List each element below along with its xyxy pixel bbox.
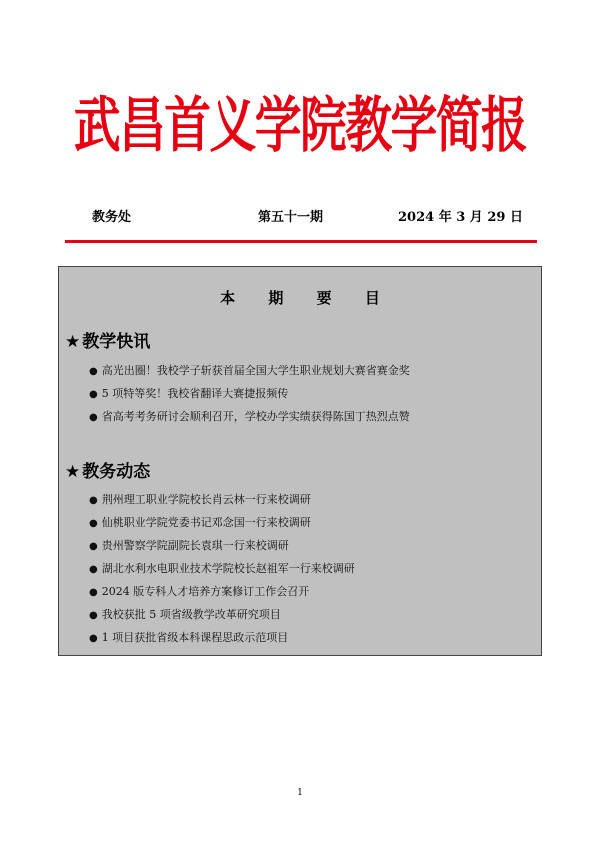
contents-title: 本 期 要 目 <box>220 289 394 307</box>
bullet-icon: ● <box>89 495 98 506</box>
list-item[interactable]: ● 1 项目获批省级本科课程思政示范项目 <box>89 626 355 649</box>
page-number: 1 <box>297 788 303 798</box>
bullet-icon: ● <box>89 366 98 377</box>
bullet-icon: ● <box>89 518 98 529</box>
bullet-icon: ● <box>89 610 98 621</box>
bullet-icon: ● <box>89 412 98 423</box>
contents-box <box>58 266 542 656</box>
list-item[interactable]: ● 2024 版专科人才培养方案修订工作会召开 <box>89 580 355 603</box>
teaching-news-list <box>89 359 410 428</box>
list-item[interactable]: ● 荆州理工职业学院校长肖云林一行来校调研 <box>89 488 355 511</box>
list-item[interactable]: ● 我校获批 5 项省级教学改革研究项目 <box>89 603 355 626</box>
list-item[interactable]: ● 贵州警察学院副院长袁琪一行来校调研 <box>89 534 355 557</box>
list-item[interactable]: ● 5 项特等奖！我校省翻译大赛捷报频传 <box>89 382 410 405</box>
list-item[interactable]: ● 仙桃职业学院党委书记邓念国一行来校调研 <box>89 511 355 534</box>
academic-affairs-list <box>89 488 355 649</box>
bullet-icon: ● <box>89 633 98 644</box>
star-icon: ★ <box>65 462 81 482</box>
bullet-icon: ● <box>89 564 98 575</box>
issuing-office: 教务处 <box>92 210 132 225</box>
bullet-icon: ● <box>89 587 98 598</box>
header-divider <box>65 240 537 243</box>
section-heading-teaching-news <box>65 327 150 352</box>
newsletter-masthead: 武昌首义学院教学简报 <box>73 91 527 161</box>
list-item[interactable]: ● 省高考考务研讨会顺利召开，学校办学实绩获得陈国丁热烈点赞 <box>89 405 410 428</box>
section-heading-label: 教务动态 <box>82 462 151 482</box>
bullet-icon: ● <box>89 389 98 400</box>
section-heading-label: 教学快讯 <box>82 332 151 352</box>
star-icon: ★ <box>65 332 81 352</box>
bullet-icon: ● <box>89 541 98 552</box>
section-heading-academic-affairs <box>65 457 150 482</box>
issue-number: 第五十一期 <box>258 210 324 225</box>
list-item[interactable]: ● 湖北水利水电职业技术学院校长赵祖军一行来校调研 <box>89 557 355 580</box>
issue-date: 2024 年 3 月 29 日 <box>398 210 523 225</box>
list-item[interactable]: ● 高光出圈！我校学子斩获首届全国大学生职业规划大赛省赛金奖 <box>89 359 410 382</box>
